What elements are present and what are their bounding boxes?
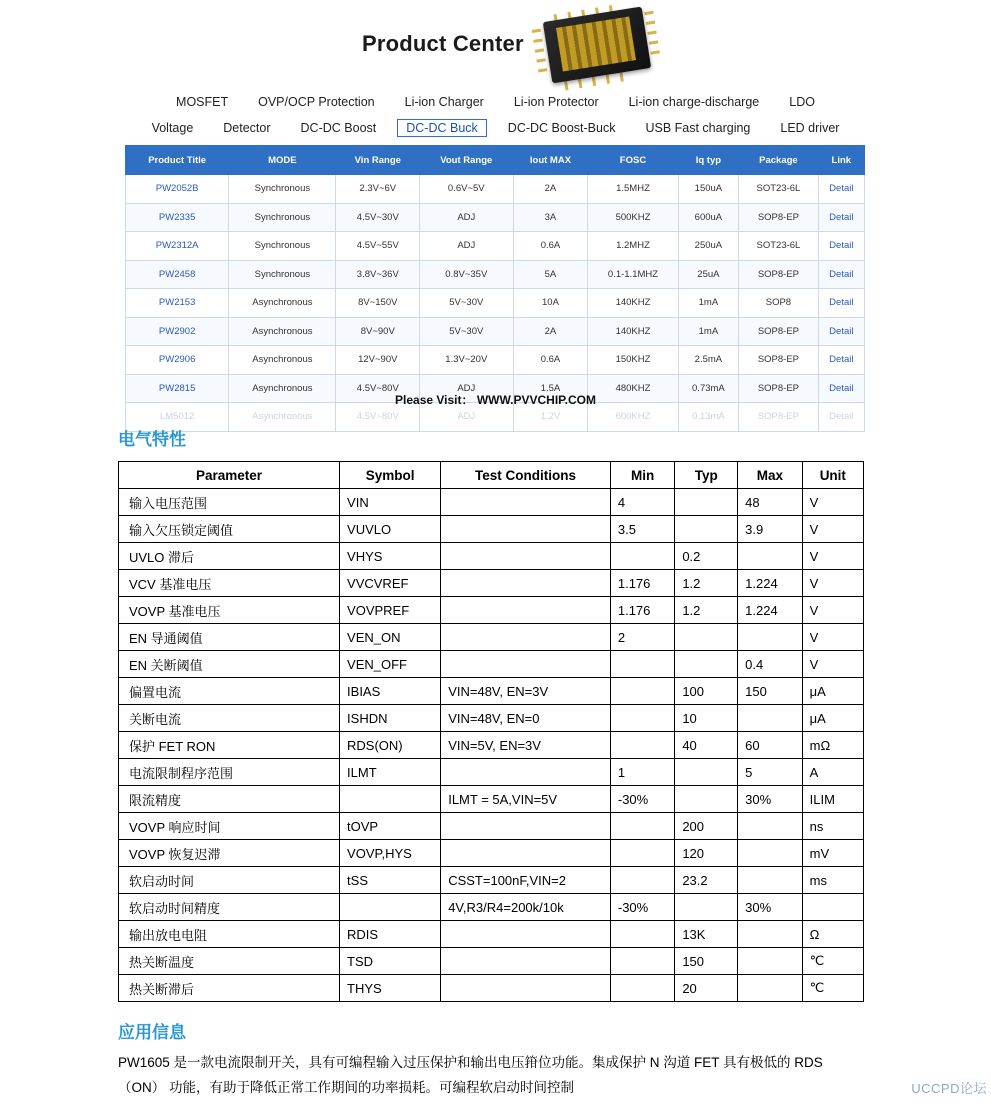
electrical-cell-unit: ms — [802, 867, 863, 894]
product-cell: 5A — [513, 260, 588, 289]
electrical-cell-typ: 13K — [675, 921, 738, 948]
electrical-cell-max: 1.224 — [738, 597, 802, 624]
product-cell: 4.5V~30V — [336, 203, 420, 232]
electrical-col-header-0: Parameter — [119, 462, 340, 489]
electrical-cell-param: 热关断温度 — [119, 948, 340, 975]
product-table-row — [126, 232, 865, 261]
product-cell: 4.5V~55V — [336, 232, 420, 261]
electrical-cell-unit: V — [802, 489, 863, 516]
product-detail-link[interactable]: Detail — [818, 374, 864, 403]
electrical-cell-typ — [675, 894, 738, 921]
product-table-header-row — [126, 146, 865, 175]
product-detail-link[interactable]: Detail — [818, 317, 864, 346]
category-tab-4[interactable]: DC-DC Boost-Buck — [507, 121, 616, 135]
electrical-cell-unit — [802, 894, 863, 921]
electrical-cell-min: -30% — [610, 786, 674, 813]
electrical-cell-cond — [441, 624, 611, 651]
electrical-cell-unit: ILIM — [802, 786, 863, 813]
product-cell: 600uA — [678, 203, 739, 232]
product-detail-link[interactable]: Detail — [818, 232, 864, 261]
electrical-cell-max: 0.4 — [738, 651, 802, 678]
electrical-cell-typ: 40 — [675, 732, 738, 759]
electrical-cell-sym: ILMT — [340, 759, 441, 786]
table-row — [119, 570, 864, 597]
product-col-header-7: Package — [739, 146, 818, 175]
product-cell: Asynchronous — [229, 317, 336, 346]
product-cell: Asynchronous — [229, 374, 336, 403]
electrical-cell-param: 关断电流 — [119, 705, 340, 732]
product-title-cell[interactable]: PW2815 — [126, 374, 229, 403]
electrical-cell-cond: CSST=100nF,VIN=2 — [441, 867, 611, 894]
product-cell: ADJ — [420, 203, 513, 232]
product-cell: 8V~90V — [336, 317, 420, 346]
electrical-cell-min — [610, 543, 674, 570]
product-table-row — [126, 346, 865, 375]
category-tab-6[interactable]: LED driver — [780, 121, 840, 135]
electrical-cell-param: 热关断滞后 — [119, 975, 340, 1002]
product-cell: 5V~30V — [420, 317, 513, 346]
electrical-cell-max: 150 — [738, 678, 802, 705]
electrical-cell-param: 输出放电电阻 — [119, 921, 340, 948]
electrical-cell-typ: 10 — [675, 705, 738, 732]
electrical-cell-sym: RDS(ON) — [340, 732, 441, 759]
product-cell: SOP8-EP — [739, 317, 818, 346]
electrical-cell-typ — [675, 786, 738, 813]
product-cell: 0.73mA — [678, 374, 739, 403]
table-row — [119, 759, 864, 786]
product-title-cell[interactable]: LM5012 — [126, 403, 229, 432]
electrical-cell-max — [738, 921, 802, 948]
electrical-cell-min — [610, 732, 674, 759]
electrical-cell-unit: V — [802, 597, 863, 624]
electrical-cell-param: 输入欠压锁定阈值 — [119, 516, 340, 543]
table-row — [119, 948, 864, 975]
electrical-cell-param: 软启动时间 — [119, 867, 340, 894]
product-col-header-3: Vout Range — [420, 146, 513, 175]
product-cell: 150KHZ — [588, 346, 678, 375]
electrical-col-header-3: Min — [610, 462, 674, 489]
table-row — [119, 543, 864, 570]
electrical-cell-typ: 200 — [675, 813, 738, 840]
electrical-cell-min: -30% — [610, 894, 674, 921]
product-cell: 12V~90V — [336, 346, 420, 375]
product-cell: ADJ — [420, 374, 513, 403]
table-row — [119, 813, 864, 840]
electrical-cell-unit: μA — [802, 705, 863, 732]
electrical-table-container — [118, 461, 864, 1002]
electrical-cell-max — [738, 543, 802, 570]
electrical-cell-unit: ns — [802, 813, 863, 840]
electrical-cell-sym: VUVLO — [340, 516, 441, 543]
electrical-cell-cond — [441, 651, 611, 678]
electrical-cell-min: 4 — [610, 489, 674, 516]
electrical-cell-sym: tSS — [340, 867, 441, 894]
electrical-cell-max — [738, 975, 802, 1002]
category-tab-2[interactable]: DC-DC Boost — [300, 121, 377, 135]
electrical-cell-typ: 150 — [675, 948, 738, 975]
product-cell: 500KHZ — [588, 203, 678, 232]
electrical-col-header-2: Test Conditions — [441, 462, 611, 489]
electrical-cell-param: EN 导通阈值 — [119, 624, 340, 651]
product-col-header-8: Link — [818, 146, 864, 175]
electrical-cell-param: 软启动时间精度 — [119, 894, 340, 921]
electrical-cell-min: 1.176 — [610, 597, 674, 624]
category-tab-2[interactable]: Li-ion Charger — [404, 95, 484, 109]
electrical-cell-param: 输入电压范围 — [119, 489, 340, 516]
product-center-title: Product Center — [362, 31, 524, 56]
forum-watermark: UCCPD论坛 — [911, 1081, 987, 1096]
table-row — [119, 786, 864, 813]
electrical-cell-sym — [340, 786, 441, 813]
electrical-cell-max — [738, 840, 802, 867]
electrical-cell-unit: mΩ — [802, 732, 863, 759]
product-cell: 480KHZ — [588, 374, 678, 403]
product-detail-link[interactable]: Detail — [818, 346, 864, 375]
electrical-cell-cond — [441, 489, 611, 516]
product-cell: 4.5V~80V — [336, 403, 420, 432]
category-row-1 — [0, 93, 991, 111]
electrical-cell-sym: VVCVREF — [340, 570, 441, 597]
electrical-cell-param: 偏置电流 — [119, 678, 340, 705]
table-row — [119, 516, 864, 543]
electrical-cell-param: 限流精度 — [119, 786, 340, 813]
electrical-cell-min — [610, 678, 674, 705]
product-center-banner — [0, 0, 991, 423]
application-paragraph: PW1605 是一款电流限制开关，具有可编程输入过压保护和输出电压箝位功能。集成保护 N 沟道 FET 具有极低的 RDS（ON） 功能，有助于降低正常工作期间的功率损耗。可编程软启动时间控制 — [118, 1055, 823, 1095]
product-title-cell[interactable]: PW2052B — [126, 175, 229, 204]
product-cell: 2A — [513, 317, 588, 346]
product-cell: 1.3V~20V — [420, 346, 513, 375]
electrical-cell-cond — [441, 543, 611, 570]
electrical-table-body — [119, 489, 864, 1002]
table-row — [119, 867, 864, 894]
electrical-cell-min — [610, 705, 674, 732]
table-row — [119, 705, 864, 732]
electrical-cell-unit: Ω — [802, 921, 863, 948]
electrical-cell-cond — [441, 516, 611, 543]
electrical-cell-cond — [441, 813, 611, 840]
electrical-cell-unit: V — [802, 543, 863, 570]
electrical-cell-min — [610, 948, 674, 975]
electrical-cell-cond: ILMT = 5A,VIN=5V — [441, 786, 611, 813]
electrical-cell-cond: VIN=5V, EN=3V — [441, 732, 611, 759]
product-cell: 0.13mA — [678, 403, 739, 432]
product-cell: 600KHZ — [588, 403, 678, 432]
product-cell: 10A — [513, 289, 588, 318]
electrical-cell-param: VOVP 恢复迟滞 — [119, 840, 340, 867]
electrical-cell-max — [738, 948, 802, 975]
product-cell: Asynchronous — [229, 346, 336, 375]
electrical-cell-max: 60 — [738, 732, 802, 759]
electrical-cell-typ: 0.2 — [675, 543, 738, 570]
product-cell: 0.8V~35V — [420, 260, 513, 289]
category-tab-3[interactable]: DC-DC Buck — [397, 119, 487, 137]
table-row — [119, 894, 864, 921]
product-cell: SOP8-EP — [739, 203, 818, 232]
product-detail-link[interactable]: Detail — [818, 289, 864, 318]
electrical-cell-max: 30% — [738, 894, 802, 921]
product-detail-link[interactable]: Detail — [818, 403, 864, 432]
electrical-cell-sym: ISHDN — [340, 705, 441, 732]
product-cell: 1.5A — [513, 374, 588, 403]
electrical-cell-max: 3.9 — [738, 516, 802, 543]
electrical-cell-cond — [441, 597, 611, 624]
electrical-cell-max: 48 — [738, 489, 802, 516]
category-row-2 — [0, 119, 991, 137]
electrical-cell-max — [738, 705, 802, 732]
product-table — [125, 145, 865, 432]
product-cell: 3A — [513, 203, 588, 232]
category-tab-5[interactable]: USB Fast charging — [645, 121, 751, 135]
product-detail-link[interactable]: Detail — [818, 203, 864, 232]
electrical-cell-cond — [441, 921, 611, 948]
product-col-header-0: Product Title — [126, 146, 229, 175]
electrical-cell-min: 2 — [610, 624, 674, 651]
electrical-cell-sym: THYS — [340, 975, 441, 1002]
table-row — [119, 651, 864, 678]
electrical-cell-cond: VIN=48V, EN=3V — [441, 678, 611, 705]
electrical-table-header-row — [119, 462, 864, 489]
product-cell: 3.8V~36V — [336, 260, 420, 289]
product-col-header-2: Vin Range — [336, 146, 420, 175]
electrical-cell-max — [738, 624, 802, 651]
electrical-cell-typ: 23.2 — [675, 867, 738, 894]
electrical-cell-max: 30% — [738, 786, 802, 813]
electrical-cell-cond: 4V,R3/R4=200k/10k — [441, 894, 611, 921]
product-cell: Synchronous — [229, 260, 336, 289]
electrical-cell-min — [610, 840, 674, 867]
electrical-section-title: 电气特性 — [118, 430, 186, 449]
electrical-cell-max — [738, 867, 802, 894]
product-cell: Asynchronous — [229, 289, 336, 318]
product-cell: 25uA — [678, 260, 739, 289]
banner-footer-text: Please Visit： WWW.PVVCHIP.COM — [395, 393, 596, 407]
product-detail-link[interactable]: Detail — [818, 260, 864, 289]
electrical-cell-param: 保护 FET RON — [119, 732, 340, 759]
electrical-cell-unit: V — [802, 516, 863, 543]
product-cell: SOP8-EP — [739, 374, 818, 403]
category-tab-5[interactable]: LDO — [789, 95, 815, 109]
electrical-cell-sym: IBIAS — [340, 678, 441, 705]
electrical-cell-min: 1 — [610, 759, 674, 786]
product-cell: ADJ — [420, 232, 513, 261]
product-table-row — [126, 203, 865, 232]
category-tab-0[interactable]: Voltage — [151, 121, 194, 135]
product-title-cell[interactable]: PW2153 — [126, 289, 229, 318]
product-cell: Synchronous — [229, 175, 336, 204]
product-table-row — [126, 317, 865, 346]
product-cell: 0.6A — [513, 346, 588, 375]
electrical-cell-cond — [441, 948, 611, 975]
electrical-cell-typ — [675, 516, 738, 543]
electrical-cell-sym: VHYS — [340, 543, 441, 570]
product-title-cell[interactable]: PW2906 — [126, 346, 229, 375]
electrical-cell-sym: VEN_ON — [340, 624, 441, 651]
product-col-header-1: MODE — [229, 146, 336, 175]
electrical-cell-sym: TSD — [340, 948, 441, 975]
product-table-row — [126, 260, 865, 289]
product-cell: Synchronous — [229, 232, 336, 261]
product-cell: SOP8-EP — [739, 260, 818, 289]
product-title-cell[interactable]: PW2458 — [126, 260, 229, 289]
electrical-cell-min: 1.176 — [610, 570, 674, 597]
electrical-cell-min — [610, 813, 674, 840]
product-cell: Asynchronous — [229, 403, 336, 432]
electrical-cell-param: VCV 基准电压 — [119, 570, 340, 597]
electrical-cell-min — [610, 651, 674, 678]
electrical-cell-typ — [675, 651, 738, 678]
electrical-cell-typ — [675, 759, 738, 786]
table-row — [119, 624, 864, 651]
product-cell: 4.5V~80V — [336, 374, 420, 403]
product-table-row — [126, 289, 865, 318]
electrical-cell-sym — [340, 894, 441, 921]
electrical-cell-typ — [675, 489, 738, 516]
electrical-cell-cond — [441, 840, 611, 867]
electrical-cell-typ: 100 — [675, 678, 738, 705]
table-row — [119, 597, 864, 624]
electrical-cell-cond: VIN=48V, EN=0 — [441, 705, 611, 732]
product-cell: 1mA — [678, 317, 739, 346]
product-title-cell[interactable]: PW2312A — [126, 232, 229, 261]
product-cell: SOP8 — [739, 289, 818, 318]
chip-package-icon — [533, 6, 661, 86]
table-row — [119, 921, 864, 948]
electrical-cell-unit: V — [802, 624, 863, 651]
electrical-cell-typ: 20 — [675, 975, 738, 1002]
product-cell: 1.2V — [513, 403, 588, 432]
electrical-cell-sym: RDIS — [340, 921, 441, 948]
electrical-cell-min — [610, 975, 674, 1002]
category-tab-4[interactable]: Li-ion charge-discharge — [628, 95, 760, 109]
product-cell: 1.2MHZ — [588, 232, 678, 261]
product-col-header-5: FOSC — [588, 146, 678, 175]
electrical-cell-cond — [441, 570, 611, 597]
product-detail-link[interactable]: Detail — [818, 175, 864, 204]
electrical-cell-max — [738, 813, 802, 840]
product-cell: 0.1-1.1MHZ — [588, 260, 678, 289]
electrical-col-header-1: Symbol — [340, 462, 441, 489]
product-cell: 1.5MHZ — [588, 175, 678, 204]
electrical-cell-sym: VIN — [340, 489, 441, 516]
electrical-cell-typ: 1.2 — [675, 570, 738, 597]
product-col-header-6: Iq typ — [678, 146, 739, 175]
electrical-cell-min — [610, 867, 674, 894]
electrical-col-header-4: Typ — [675, 462, 738, 489]
product-cell: 140KHZ — [588, 289, 678, 318]
product-cell: 250uA — [678, 232, 739, 261]
electrical-cell-cond — [441, 759, 611, 786]
electrical-cell-param: VOVP 基准电压 — [119, 597, 340, 624]
table-row — [119, 975, 864, 1002]
category-tab-3[interactable]: Li-ion Protector — [513, 95, 599, 109]
electrical-cell-param: 电流限制程序范围 — [119, 759, 340, 786]
product-cell: SOP8-EP — [739, 403, 818, 432]
electrical-cell-sym: VOVP,HYS — [340, 840, 441, 867]
electrical-col-header-5: Max — [738, 462, 802, 489]
table-row — [119, 678, 864, 705]
product-cell: 2.5mA — [678, 346, 739, 375]
product-col-header-4: Iout MAX — [513, 146, 588, 175]
electrical-cell-unit: V — [802, 651, 863, 678]
product-cell: ADJ — [420, 403, 513, 432]
product-title-cell[interactable]: PW2902 — [126, 317, 229, 346]
category-tab-0[interactable]: MOSFET — [176, 95, 229, 109]
product-title-cell[interactable]: PW2335 — [126, 203, 229, 232]
product-cell: 0.6A — [513, 232, 588, 261]
electrical-cell-max: 5 — [738, 759, 802, 786]
electrical-cell-unit: μA — [802, 678, 863, 705]
electrical-cell-typ: 1.2 — [675, 597, 738, 624]
electrical-col-header-6: Unit — [802, 462, 863, 489]
category-tab-1[interactable]: OVP/OCP Protection — [258, 95, 375, 109]
product-cell: SOP8-EP — [739, 346, 818, 375]
electrical-cell-sym: VEN_OFF — [340, 651, 441, 678]
electrical-cell-sym: tOVP — [340, 813, 441, 840]
electrical-cell-min — [610, 921, 674, 948]
electrical-cell-typ — [675, 624, 738, 651]
application-section-title: 应用信息 — [118, 1023, 186, 1042]
electrical-cell-min: 3.5 — [610, 516, 674, 543]
electrical-cell-param: UVLO 滞后 — [119, 543, 340, 570]
electrical-characteristics-table — [118, 461, 864, 1002]
electrical-cell-unit: A — [802, 759, 863, 786]
electrical-cell-unit: ℃ — [802, 948, 863, 975]
product-cell: 2.3V~6V — [336, 175, 420, 204]
electrical-cell-unit: mV — [802, 840, 863, 867]
table-row — [119, 840, 864, 867]
electrical-cell-unit: V — [802, 570, 863, 597]
table-row — [119, 732, 864, 759]
product-cell: 8V~150V — [336, 289, 420, 318]
electrical-cell-sym: VOVPREF — [340, 597, 441, 624]
product-cell: 5V~30V — [420, 289, 513, 318]
product-cell: 150uA — [678, 175, 739, 204]
product-cell: SOT23-6L — [739, 232, 818, 261]
product-cell: 1mA — [678, 289, 739, 318]
product-cell: 140KHZ — [588, 317, 678, 346]
electrical-cell-param: VOVP 响应时间 — [119, 813, 340, 840]
product-cell: Synchronous — [229, 203, 336, 232]
product-cell: SOT23-6L — [739, 175, 818, 204]
table-row — [119, 489, 864, 516]
category-tab-1[interactable]: Detector — [223, 121, 271, 135]
electrical-cell-typ: 120 — [675, 840, 738, 867]
product-cell: 2A — [513, 175, 588, 204]
electrical-cell-cond — [441, 975, 611, 1002]
product-cell: 0.6V~5V — [420, 175, 513, 204]
electrical-cell-max: 1.224 — [738, 570, 802, 597]
electrical-cell-param: EN 关断阈值 — [119, 651, 340, 678]
electrical-cell-unit: ℃ — [802, 975, 863, 1002]
product-table-row — [126, 175, 865, 204]
